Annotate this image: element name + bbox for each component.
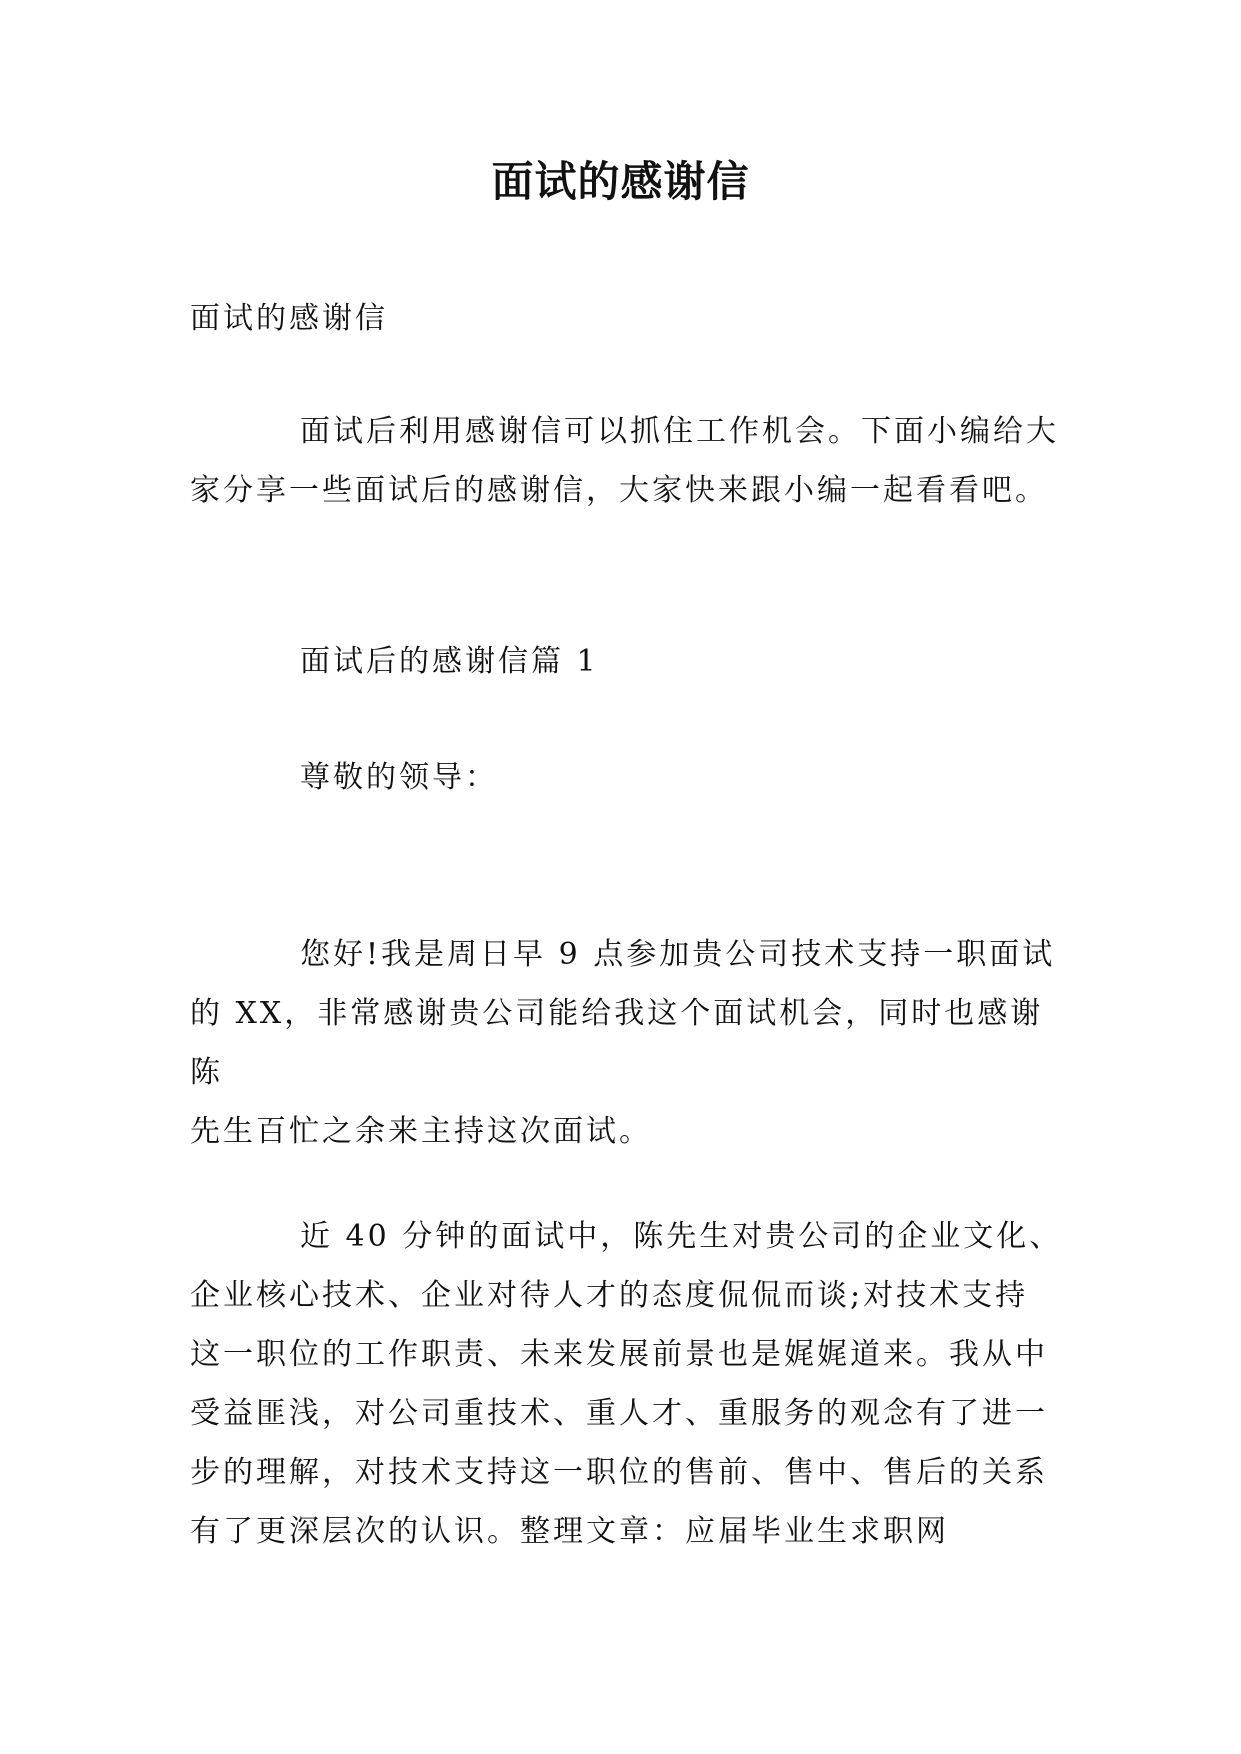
section-heading: 面试后的感谢信篇 1 (300, 644, 599, 679)
document-title: 面试的感谢信 (491, 157, 750, 206)
intro-paragraph: 面试后利用感谢信可以抓住工作机会。下面小编给大 家分享一些面试后的感谢信，大家快来跟小编一起看看吧。 (190, 414, 1059, 508)
body-paragraph-2: 近 40 分钟的面试中，陈先生对贵公司的企业文化、 企业核心技术、企业对待人才的态度侃侃而谈;对技术支持 这一职位的工作职责、未来发展前景也是娓娓道来。我从中 受益匪浅，对公司重技术、重人才、重服务的观念有了进一 步的理解，对技术支持这一职位的售前、售中、售后的关系 有了更深层次的认识。整理文章：应届毕业生求职网 (190, 1219, 1063, 1549)
body-paragraph-1: 您好!我是周日早 9 点参加贵公司技术支持一职面试 的 XX，非常感谢贵公司能给我这个面试机会，同时也感谢陈 先生百忙之余来主持这次面试。 (190, 937, 1056, 1149)
salutation: 尊敬的领导： (300, 760, 498, 795)
document-subtitle: 面试的感谢信 (190, 301, 388, 336)
